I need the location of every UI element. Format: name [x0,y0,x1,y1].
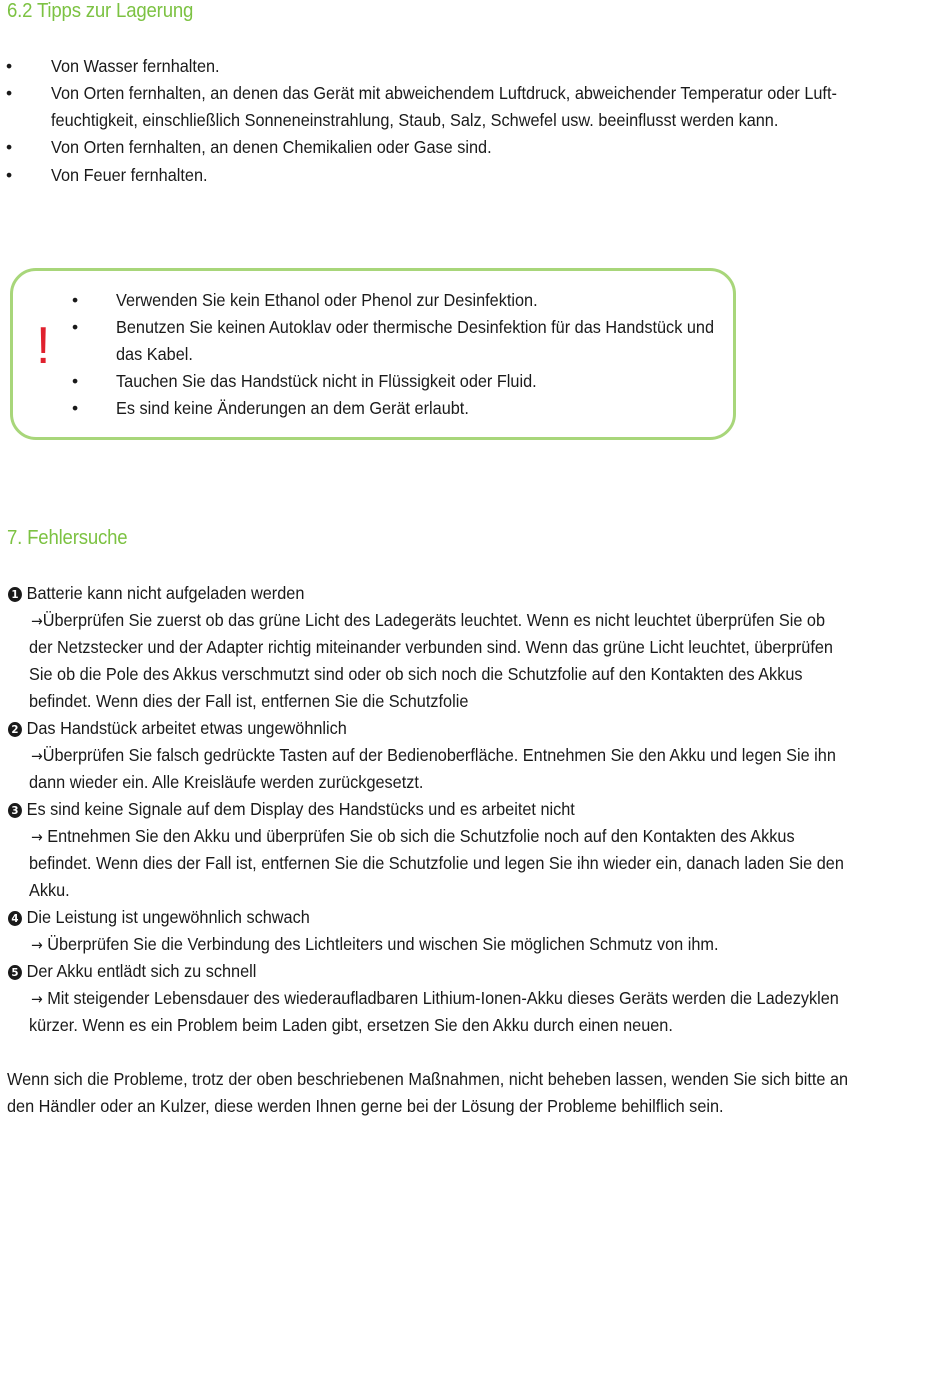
solution-text: Überprüfen Sie zuerst ob das grüne Licht des Ladegeräts leuchtet. Wenn es nicht leuchtet überprüfen Sie ob [42,610,826,630]
solution-line: der Netzstecker und der Adapter richtig miteinander verbunden sind. Wenn das grüne Licht leuchtet, überprüfen [29,637,833,657]
arrow-right-icon: → [31,612,43,630]
list-item-text: Verwenden Sie kein Ethanol oder Phenol zur Desinfektion. [116,290,538,310]
list-item-text: das Kabel. [116,344,193,364]
problem-title [8,961,256,982]
solution-line: befindet. Wenn dies der Fall ist, entfernen Sie die Schutzfolie und legen Sie ihn wieder ein, danach laden Sie den [29,853,844,873]
list-item-text: Von Feuer fernhalten. [51,165,208,185]
problem-title [8,799,575,820]
problem-title-text: Batterie kann nicht aufgeladen werden [26,583,305,603]
arrow-right-icon: → [31,990,43,1008]
arrow-right-icon: → [31,936,43,954]
list-item-text: feuchtigkeit, einschließlich Sonneneinstrahlung, Staub, Salz, Schwefel usw. beeinflusst werden kann. [51,110,779,130]
solution-text: Überprüfen Sie falsch gedrückte Tasten auf der Bedienoberfläche. Entnehmen Sie den Akku und legen Sie ihn [42,745,836,765]
solution-line: befindet. Wenn dies der Fall ist, entfernen Sie die Schutzfolie [29,691,469,711]
section-heading-troubleshooting: 7. Fehlersuche [7,527,128,549]
list-item-text: Tauchen Sie das Handstück nicht in Flüssigkeit oder Fluid. [116,371,537,391]
list-item-text: Von Orten fernhalten, an denen Chemikalien oder Gase sind. [51,137,492,157]
bullet: • [72,371,79,391]
problem-title-text: Das Handstück arbeitet etwas ungewöhnlich [26,718,347,738]
bullet: • [6,56,13,76]
solution-line: Akku. [29,880,70,900]
bullet: • [72,290,79,310]
paragraph-line: Wenn sich die Probleme, trotz der oben beschriebenen Maßnahmen, nicht beheben lassen, wenden Sie sich bitte an [7,1069,849,1089]
list-item-text: Es sind keine Änderungen an dem Gerät erlaubt. [116,398,469,418]
bullet: • [72,398,79,418]
problem-title [8,583,304,604]
paragraph-line: den Händler oder an Kulzer, diese werden Ihnen gerne bei der Lösung der Probleme behilflich sein. [7,1096,724,1116]
number-badge: 2 [8,722,22,737]
list-item-text: Von Orten fernhalten, an denen das Gerät mit abweichendem Luftdruck, abweichender Temperatur oder Luft- [51,83,837,103]
solution-line [31,610,825,631]
problem-title-text: Es sind keine Signale auf dem Display des Handstücks und es arbeitet nicht [26,799,575,819]
number-badge: 3 [8,803,22,818]
problem-title-text: Die Leistung ist ungewöhnlich schwach [26,907,310,927]
solution-line: dann wieder ein. Alle Kreisläufe werden zurückgesetzt. [29,772,424,792]
solution-line [31,826,795,847]
arrow-right-icon: → [31,828,43,846]
problem-title [8,718,347,739]
bullet: • [72,317,79,337]
number-badge: 5 [8,965,22,980]
solution-line: Sie ob die Pole des Akkus verschmutzt sind oder ob sich noch die Schutzfolie auf den Kontakten des Akkus [29,664,803,684]
list-item-text: Von Wasser fernhalten. [51,56,220,76]
number-badge: 1 [8,587,22,602]
solution-line [31,745,836,766]
number-badge: 4 [8,911,22,926]
solution-line [31,988,839,1009]
problem-title [8,907,310,928]
solution-line: kürzer. Wenn es ein Problem beim Laden gibt, ersetzen Sie den Akku durch einen neuen. [29,1015,673,1035]
problem-title-text: Der Akku entlädt sich zu schnell [26,961,257,981]
solution-text: Überprüfen Sie die Verbindung des Lichtleiters und wischen Sie möglichen Schmutz von ihm. [47,934,719,954]
solution-text: Entnehmen Sie den Akku und überprüfen Sie ob sich die Schutzfolie noch auf den Kontakten des Akkus [47,826,795,846]
bullet: • [6,165,13,185]
exclamation-icon: ! [36,317,51,375]
bullet: • [6,137,13,157]
solution-text: Mit steigender Lebensdauer des wiederaufladbaren Lithium-Ionen-Akku dieses Geräts werden die Ladezyklen [47,988,839,1008]
arrow-right-icon: → [31,747,43,765]
solution-line [31,934,719,955]
section-heading-storage: 6.2 Tipps zur Lagerung [7,0,194,22]
list-item-text: Benutzen Sie keinen Autoklav oder thermische Desinfektion für das Handstück und [116,317,715,337]
bullet: • [6,83,13,103]
